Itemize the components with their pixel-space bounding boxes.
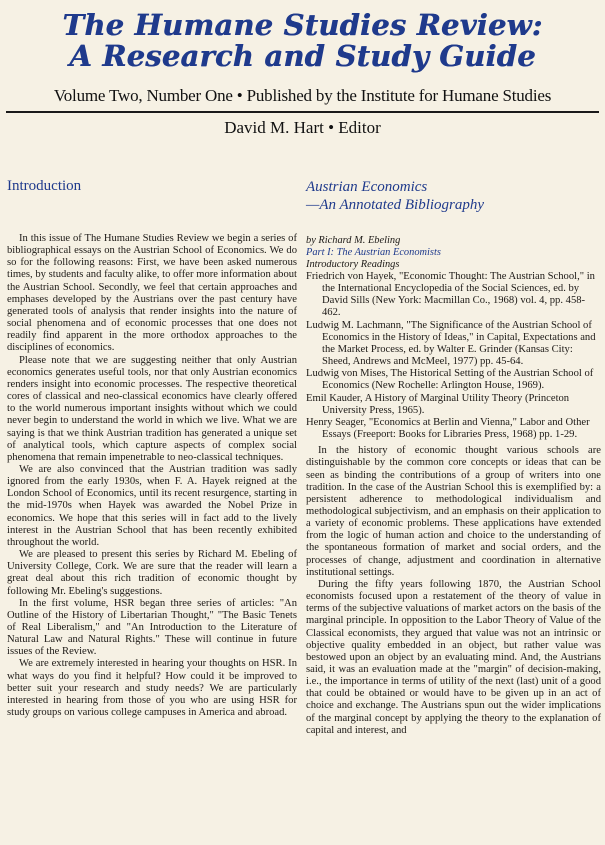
article-paragraph: During the fifty years following 1870, the Austrian School economists focused upon a restatement of the theory of value in terms of the subjective valuations of market actors on the basis of the marginal principle. In opposition to the Labor Theory of Value of the Classical economists, they argued that value was not an intrinsic or objective quality embedded in an object, but rather value was bestowed upon an object by an evaluating mind. And, the Austrians said, it was an evaluation made at the "margin" of decision-making, i.e., the importance in terms of utility of the next (last) unit of a good that could be obtained or would have to be given up in an act of choice and exchange. The Austrians spun out the wider implications of the marginal concept by applying the theory to the explanation of capital and interest, and (306, 578, 601, 736)
header-rule (6, 111, 599, 113)
introduction-text (7, 233, 297, 719)
intro-paragraph: In this issue of The Humane Studies Review we begin a series of bibliographical essays on the Austrian School of Economics. We do so for the following reasons: First, we have been asked numerous times, by students and faculty alike, to offer more information about the Austrian School. Secondly, we feel that certain approaches and emphases developed by the Austrians over the past century have generated tools of analysis that render insights into the nature of social phenomena and of economic processes that one does not readily find apparent in the more orthodox approaches to the disciplines of economics. (7, 233, 297, 354)
article-paragraph: In the history of economic thought various schools are distinguishable by the common core concepts or ideas that can be seen as binding the contributions of a group of writers into one tradition. In the case of the Austrian School this is exemplified by: a persistent adherence to methodological individualism and methodological subjectivism, and an emphasis on their application to a variety of economic problems. These applications have extended from the logic of human action and choice to the understanding of the spontaneous formation of market and social orders, and the processes of change, adjustment and coordination in alternative institutional settings. (306, 445, 601, 578)
intro-paragraph: In the first volume, HSR began three series of articles: "An Outline of the History of Libertarian Thought," "The Basic Tenets of Real Liberalism," and "An Introduction to the Literature of Natural Law and Natural Rights." These will continue in future issues of the Review. (7, 597, 297, 658)
bibliography-entry: Emil Kauder, A History of Marginal Utility Theory (Princeton University Press, 1965). (306, 392, 570, 416)
article-column (306, 178, 601, 737)
article-text (306, 445, 601, 737)
intro-paragraph: Please note that we are suggesting neither that only Austrian economics generates useful tools, nor that only Austrian economics renders insight into economic processes. The respective theoretical cores of classical and neo-classical economics have clearly offered to the world numerous important insights without which we could never begin to understand the world in which we live. What we are saying is that we think Austrian tradition has generated a unique set of analytical tools, which capture aspects of complex social phenomena that remain impenetrable to neo-classical techniques. (7, 354, 297, 463)
bibliography-list (306, 271, 601, 441)
publication-title-line1: The Humane Studies Review: (62, 8, 543, 42)
bibliography-entry: Ludwig M. Lachmann, "The Significance of the Austrian School of Economics in the History of Ideas," in Capital, Expectations and the Market Process, ed. by Walter E. Grinder (Kansas City: Sheed, Andrews and McMeel, 1977) pp. 45-64. (306, 319, 596, 368)
part-heading: Part I: The Austrian Economists (306, 247, 441, 258)
introduction-heading: Introduction (7, 178, 82, 194)
subsection-heading: Introductory Readings (306, 259, 400, 270)
introduction-column (7, 178, 297, 719)
bibliography-entry: Friedrich von Hayek, "Economic Thought: The Austrian School," in the International Encyclopedia of the Social Sciences, ed. by David Sills (New York: Macmillan Co., 1968) vol. 4, pp. 458-462. (306, 271, 595, 319)
article-title-line2: —An Annotated Bibliography (306, 197, 485, 213)
masthead (0, 0, 605, 138)
publication-title-line2: A Research and Study Guide (69, 39, 536, 73)
article-byline: by Richard M. Ebeling (306, 235, 401, 246)
bibliography-entry: Ludwig von Mises, The Historical Setting of the Austrian School of Economics (New Rochelle: Arlington House, 1969). (306, 368, 594, 392)
editor-line: David M. Hart • Editor (224, 118, 381, 137)
volume-subheading: Volume Two, Number One • Published by the Institute for Humane Studies (53, 86, 552, 105)
article-title-line1: Austrian Economics (306, 179, 428, 195)
intro-paragraph: We are extremely interested in hearing your thoughts on HSR. In what ways do you find it helpful? How could it be improved to better suit your research and study needs? We are particularly interested in hearing from those of you who are using HSR for study groups on various college campuses in America and abroad. (7, 658, 297, 719)
intro-paragraph: We are pleased to present this series by Richard M. Ebeling of University College, Cork. We are sure that the reader will learn a great deal about this rich tradition of economic thought by following Mr. Ebeling's suggestions. (7, 549, 297, 597)
intro-paragraph: We are also convinced that the Austrian tradition was sadly ignored from the early 1930s, when F. A. Hayek reigned at the London School of Economics, until its recent resurgence, starting in the mid-1970s when Hayek was awarded the Nobel Prize in economics. We hope that this series will in fact add to the lively interest in the Austrian School that has been recently exhibited throughout the world. (7, 463, 297, 548)
bibliography-entry: Henry Seager, "Economics at Berlin and Vienna," Labor and Other Essays (Freeport: Books for Libraries Press, 1968) pp. 1-29. (306, 416, 590, 441)
